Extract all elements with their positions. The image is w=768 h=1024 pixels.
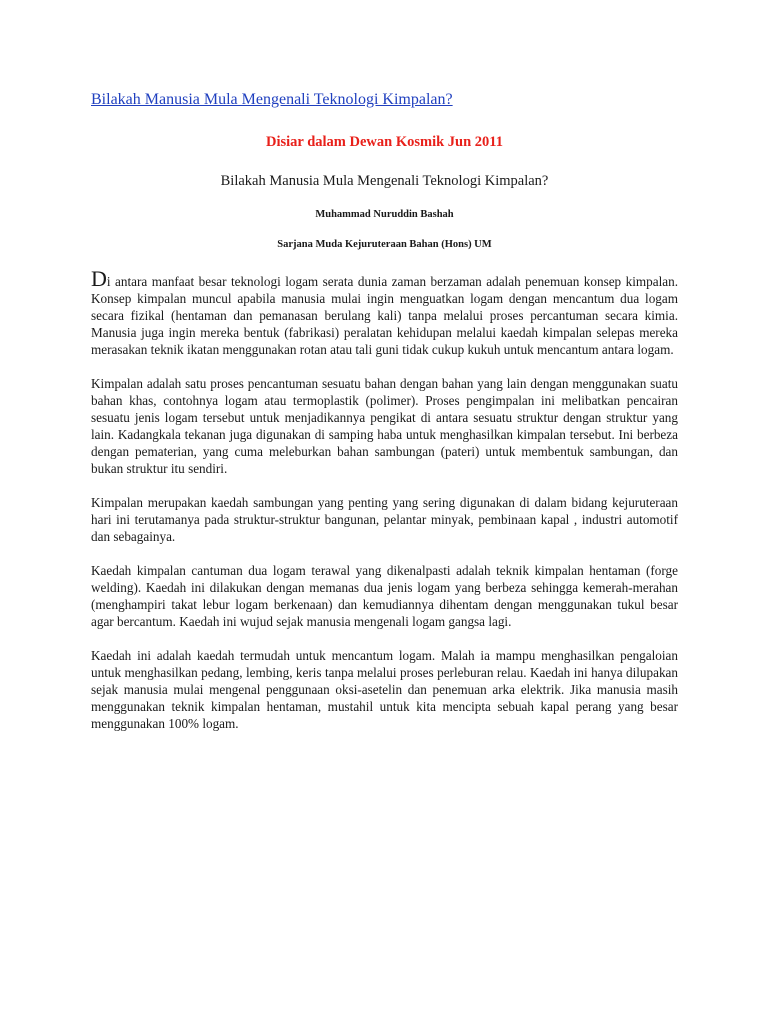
author-name: Muhammad Nuruddin Bashah [315, 209, 454, 220]
publication-note: Disiar dalam Dewan Kosmik Jun 2011 [265, 134, 503, 150]
paragraph-4: Kaedah kimpalan cantuman dua logam terawal yang dikenalpasti adalah teknik kimpalan hentaman (forge welding). Kaedah ini dilakukan dengan memanas dua jenis logam yang berbeza sehingga kemerah-merahan (menghampiri takat lebur logam berkenaan) dan kemudiannya dihentam dengan menggunakan tukul besar agar bercantum. Kaedah ini wujud sejak manusia mengenali logam gangsa lagi. [91, 563, 678, 629]
paragraph-5: Kaedah ini adalah kaedah termudah untuk mencantum logam. Malah ia mampu menghasilkan pengaloian untuk menghasilkan pedang, lembing, keris tanpa melalui proses perleburan relau. Kaedah ini hanya dilupakan sejak manusia mulai mengenal penggunaan oksi-asetelin dan penemuan arka elektrik. Jika manusia masih menggunakan teknik kimpalan hentaman, mustahil untuk kita mencipta sebuah kapal perang yang besar menggunakan 100% logam. [91, 648, 678, 731]
paragraph-3: Kimpalan merupakan kaedah sambungan yang penting yang sering digunakan di dalam bidang kejuruteraan hari ini terutamanya pada struktur-struktur bangunan, pelantar minyak, pembinaan kapal , industri automotif dan sebagainya. [91, 495, 678, 544]
paragraph-1-text: i antara manfaat besar teknologi logam serata dunia zaman berzaman adalah penemuan konsep kimpalan. Konsep kimpalan muncul apabila manusia mulai ingin menguatkan logam dengan mencantum dua logam secara fizikal (hentaman dan pemanasan berulang kali) tanpa melalui proses percantuman secara kimia. Manusia juga ingin mereka bentuk (fabrikasi) peralatan kehidupan melalui kaedah kimpalan selepas mereka merasakan teknik ikatan menggunakan rotan atau tali guni tidak cukup kukuh untuk mencantum antara logam. [91, 274, 678, 357]
title-link[interactable]: Bilakah Manusia Mula Mengenali Teknologi Kimpalan? [91, 91, 453, 108]
article-heading: Bilakah Manusia Mula Mengenali Teknologi Kimpalan? [220, 173, 549, 189]
paragraph-1 [91, 266, 678, 358]
drop-cap: D [91, 266, 107, 291]
author-degree: Sarjana Muda Kejuruteraan Bahan (Hons) UM [277, 239, 492, 250]
document-page [91, 90, 678, 749]
paragraph-2: Kimpalan adalah satu proses pencantuman sesuatu bahan dengan bahan yang lain dengan menggunakan suatu bahan khas, contohnya logam atau termoplastik (polimer). Proses pengimpalan ini melibatkan pencairan sesuatu jenis logam tersebut untuk menjadikannya pengikat di antara sesuatu struktur dengan struktur yang lain. Kadangkala tekanan juga digunakan di samping haba untuk menghasilkan kimpalan tersebut. Ini berbeza dengan pematerian, yang cuma meleburkan bahan sambungan (pateri) untuk membentuk sambungan, dan bukan struktur itu sendiri. [91, 376, 678, 476]
